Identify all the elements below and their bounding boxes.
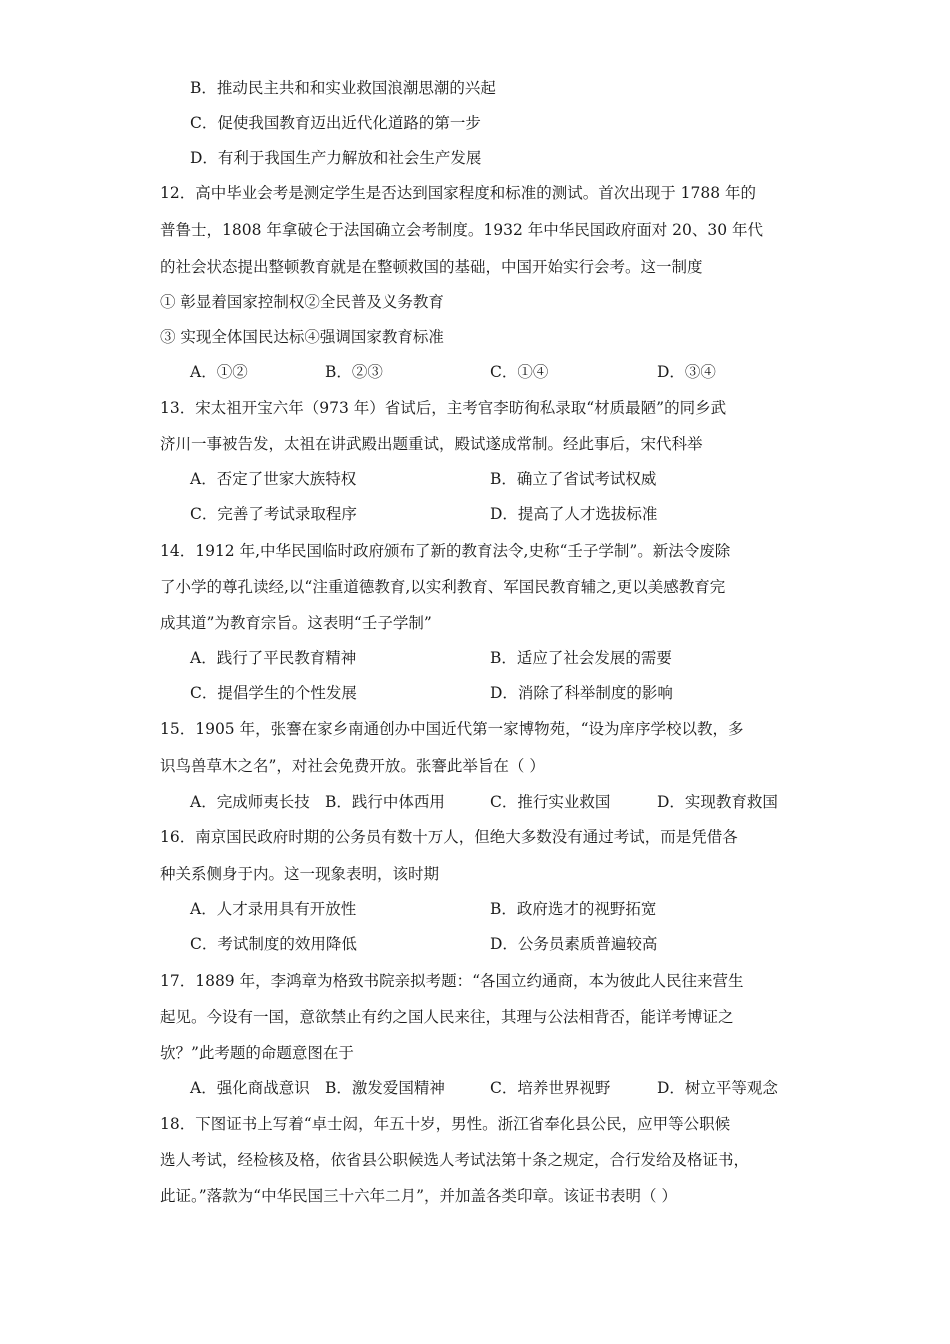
- q18-stem-line-1: 18．下图证书上写着“卓士闳，年五十岁，男性。浙江省奉化县公民，应甲等公职候: [160, 1115, 731, 1133]
- q16-option-a: A．人才录用具有开放性: [190, 900, 357, 918]
- q16-option-d: D．公务员素质普遍较高: [490, 935, 658, 953]
- q11-option-d: D．有利于我国生产力解放和社会生产发展: [190, 149, 482, 167]
- q15-stem-line-2: 识鸟兽草木之名”，对社会免费开放。张謇此举旨在（ ）: [160, 757, 545, 775]
- q14-option-c: C．提倡学生的个性发展: [190, 684, 357, 702]
- q13-stem-line-1: 13．宋太祖开宝六年（973 年）省试后，主考官李昉徇私录取“材质最陋”的同乡武: [160, 399, 727, 417]
- q13-option-a: A．否定了世家大族特权: [190, 470, 357, 488]
- q13-option-d: D．提高了人才选拔标准: [490, 505, 658, 523]
- q18-stem-line-2: 选人考试，经检核及格，依省县公职候选人考试法第十条之规定，合行发给及格证书，: [160, 1151, 750, 1169]
- q15-option-b: B．践行中体西用: [325, 793, 445, 811]
- q14-option-b: B．适应了社会发展的需要: [490, 649, 672, 667]
- q11-option-c: C．促使我国教育迈出近代化道路的第一步: [190, 114, 481, 132]
- q15-stem-line-1: 15．1905 年，张謇在家乡南通创办中国近代第一家博物苑，“设为庠序学校以教，多: [160, 720, 744, 738]
- q15-option-c: C．推行实业救国: [490, 793, 611, 811]
- q11-option-b: B．推动民主共和和实业救国浪潮思潮的兴起: [190, 79, 496, 97]
- q12-stem-line-1: 12．高中毕业会考是测定学生是否达到国家程度和标准的测试。首次出现于 1788 年的: [160, 184, 757, 202]
- q12-option-d: D．③④: [657, 363, 716, 381]
- q13-stem-line-2: 济川一事被告发，太祖在讲武殿出题重试，殿试遂成常制。经此事后，宋代科举: [160, 435, 703, 453]
- q17-option-c: C．培养世界视野: [490, 1079, 611, 1097]
- q16-option-c: C．考试制度的效用降低: [190, 935, 357, 953]
- q13-option-b: B．确立了省试考试权威: [490, 470, 657, 488]
- q12-stem-line-3: 的社会状态提出整顿教育就是在整顿救国的基础，中国开始实行会考。这一制度: [160, 258, 703, 276]
- q12-option-b: B．②③: [325, 363, 383, 381]
- q17-option-d: D．树立平等观念: [657, 1079, 778, 1097]
- q14-stem-line-2: 了小学的尊孔读经,以“注重道德教育,以实利教育、军国民教育辅之,更以美感教育完: [160, 578, 726, 596]
- q17-stem-line-2: 起见。今设有一国，意欲禁止有约之国人民来往，其理与公法相背否，能详考博证之: [160, 1008, 734, 1026]
- q12-option-a: A．①②: [190, 363, 248, 381]
- q16-option-b: B．政府选才的视野拓宽: [490, 900, 657, 918]
- q18-stem-line-3: 此证。”落款为“中华民国三十六年二月”，并加盖各类印章。该证书表明（ ）: [160, 1187, 677, 1205]
- q12-option-c: C．①④: [490, 363, 549, 381]
- q17-option-a: A．强化商战意识: [190, 1079, 310, 1097]
- q14-option-d: D．消除了科举制度的影响: [490, 684, 673, 702]
- q15-option-a: A．完成师夷长技: [190, 793, 310, 811]
- q13-option-c: C．完善了考试录取程序: [190, 505, 357, 523]
- q14-stem-line-3: 成其道”为教育宗旨。这表明“壬子学制”: [160, 614, 432, 632]
- q12-item-line-2: ③ 实现全体国民达标④强调国家教育标准: [160, 328, 444, 346]
- q14-option-a: A．践行了平民教育精神: [190, 649, 357, 667]
- q16-stem-line-1: 16．南京国民政府时期的公务员有数十万人，但绝大多数没有通过考试，而是凭借各: [160, 828, 738, 846]
- q12-item-line-1: ① 彰显着国家控制权②全民普及义务教育: [160, 293, 444, 311]
- q16-stem-line-2: 种关系侧身于内。这一现象表明，该时期: [160, 865, 440, 883]
- q15-option-d: D．实现教育救国: [657, 793, 778, 811]
- q17-stem-line-1: 17．1889 年，李鸿章为格致书院亲拟考题：“各国立约通商，本为彼此人民往来营生: [160, 972, 744, 990]
- q12-stem-line-2: 普鲁士，1808 年拿破仑于法国确立会考制度。1932 年中华民国政府面对 20、30 年代: [160, 221, 764, 239]
- q14-stem-line-1: 14．1912 年,中华民国临时政府颁布了新的教育法令,史称“壬子学制”。新法令废除: [160, 542, 731, 560]
- q17-stem-line-3: 欤？”此考题的命题意图在于: [160, 1044, 354, 1062]
- q17-option-b: B．激发爱国精神: [325, 1079, 445, 1097]
